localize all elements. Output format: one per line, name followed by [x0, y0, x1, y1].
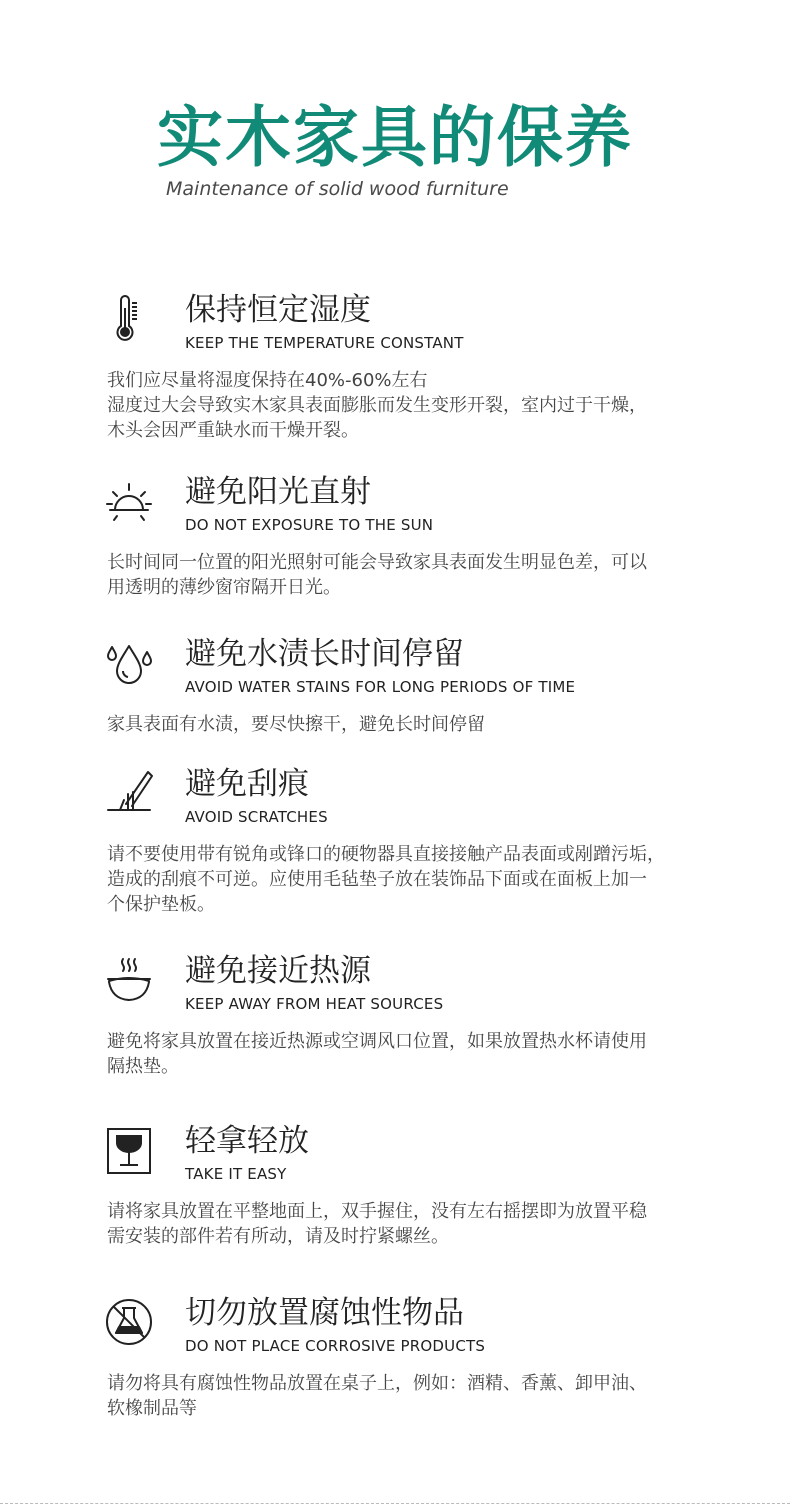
no-chemical-flask-icon: [104, 1297, 154, 1347]
section-body: [107, 1199, 707, 1249]
section-body: [107, 842, 707, 917]
body-line: 隔热垫。: [107, 1056, 179, 1077]
section-subtitle: TAKE IT EASY: [185, 1165, 287, 1183]
section-title: 轻拿轻放: [185, 1123, 309, 1159]
section-body: [107, 550, 707, 600]
section-body: [107, 1029, 707, 1079]
page-title: 实木家具的保养: [157, 99, 633, 176]
water-drops-icon: [104, 638, 154, 688]
thermometer-icon: [104, 294, 154, 344]
body-line: 木头会因严重缺水而干燥开裂。: [107, 420, 359, 441]
fragile-glass-icon: [104, 1125, 154, 1175]
body-line: 请勿将具有腐蚀性物品放置在桌子上，例如：酒精、香薰、卸甲油、: [107, 1373, 647, 1394]
section-title: 避免刮痕: [185, 766, 309, 802]
section-subtitle: DO NOT PLACE CORROSIVE PRODUCTS: [185, 1337, 486, 1355]
body-line: 用透明的薄纱窗帘隔开日光。: [107, 577, 341, 598]
body-line: 造成的刮痕不可逆。应使用毛毡垫子放在装饰品下面或在面板上加一: [107, 869, 647, 890]
body-line: 我们应尽量将湿度保持在40%-60%左右: [107, 370, 428, 391]
section-subtitle: AVOID SCRATCHES: [185, 808, 328, 826]
section-subtitle: KEEP AWAY FROM HEAT SOURCES: [185, 995, 444, 1013]
heat-bowl-icon: [104, 955, 154, 1005]
section-title: 切勿放置腐蚀性物品: [185, 1295, 464, 1331]
sun-icon: [104, 478, 154, 528]
section-title: 避免阳光直射: [185, 474, 371, 510]
body-line: 湿度过大会导致实木家具表面膨胀而发生变形开裂，室内过于干燥，: [107, 395, 647, 416]
section-body: [107, 1371, 707, 1421]
section-subtitle: AVOID WATER STAINS FOR LONG PERIODS OF TIME: [185, 678, 576, 696]
section-title: 避免接近热源: [185, 953, 371, 989]
scratch-icon: [104, 766, 154, 816]
body-line: 家具表面有水渍，要尽快擦干，避免长时间停留: [107, 714, 485, 735]
section-subtitle: DO NOT EXPOSURE TO THE SUN: [185, 516, 434, 534]
body-line: 避免将家具放置在接近热源或空调风口位置，如果放置热水杯请使用: [107, 1031, 647, 1052]
body-line: 个保护垫板。: [107, 894, 215, 915]
body-line: 长时间同一位置的阳光照射可能会导致家具表面发生明显色差，可以: [107, 552, 647, 573]
section-body: [107, 712, 707, 737]
section-body: [107, 368, 707, 443]
section-title: 保持恒定湿度: [185, 292, 371, 328]
section-title: 避免水渍长时间停留: [185, 636, 464, 672]
section-subtitle: KEEP THE TEMPERATURE CONSTANT: [185, 334, 464, 352]
body-line: 请将家具放置在平整地面上，双手握住，没有左右摇摆即为放置平稳: [107, 1201, 647, 1222]
body-line: 软橡制品等: [107, 1398, 197, 1419]
bottom-divider: [0, 1503, 790, 1504]
body-line: 请不要使用带有锐角或锋口的硬物器具直接接触产品表面或剐蹭污垢，: [107, 844, 665, 865]
page-subtitle: Maintenance of solid wood furniture: [166, 178, 509, 200]
body-line: 需安装的部件若有所动，请及时拧紧螺丝。: [107, 1226, 449, 1247]
